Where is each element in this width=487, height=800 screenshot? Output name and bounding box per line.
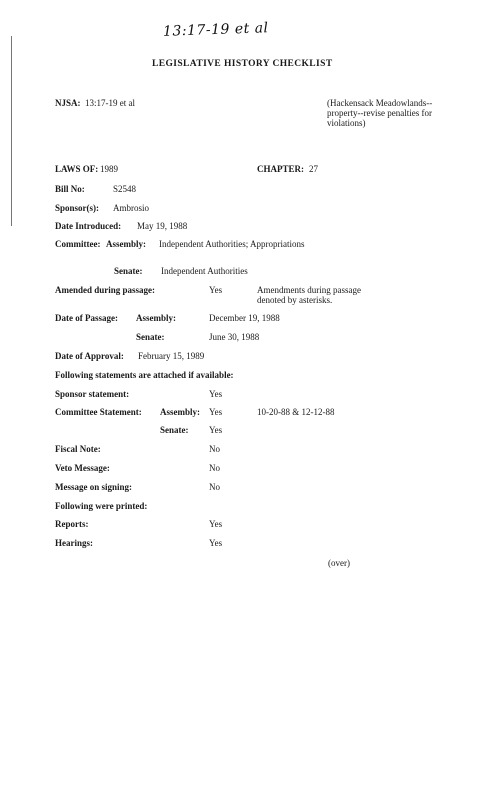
committee-senate-label: Senate: [114, 266, 143, 276]
committee-statement-dates: 10-20-88 & 12-12-88 [257, 407, 335, 417]
handwritten-citation: 13:17-19 et al [162, 20, 269, 40]
laws-of-label: LAWS OF: [55, 164, 99, 174]
margin-line [11, 36, 12, 226]
committee-statement-label: Committee Statement: [55, 407, 142, 417]
laws-of-value: 1989 [100, 164, 118, 174]
njsa-note: (Hackensack Meadowlands--property--revise penalties for violations) [327, 98, 433, 128]
committee-label: Committee: [55, 239, 101, 249]
message-on-signing-value: No [209, 482, 220, 492]
chapter-value: 27 [309, 164, 318, 174]
reports-value: Yes [209, 519, 223, 529]
sponsors-value: Ambrosio [113, 203, 149, 213]
committee-assembly-value: Independent Authorities; Appropriations [159, 239, 305, 249]
fiscal-note-label: Fiscal Note: [55, 444, 101, 454]
passage-senate-value: June 30, 1988 [209, 332, 260, 342]
njsa-label: NJSA: [55, 98, 81, 108]
page-title: LEGISLATIVE HISTORY CHECKLIST [152, 59, 333, 69]
sponsor-statement-value: Yes [209, 389, 223, 399]
committee-assembly-label: Assembly: [106, 239, 146, 249]
bill-no-label: Bill No: [55, 184, 85, 194]
committee-senate-value: Independent Authorities [161, 266, 248, 276]
committee-statement-senate-value: Yes [209, 425, 223, 435]
amended-label: Amended during passage: [55, 285, 156, 295]
amended-value: Yes [209, 285, 223, 295]
passage-assembly-label: Assembly: [136, 313, 176, 323]
passage-assembly-value: December 19, 1988 [209, 313, 280, 323]
sponsor-statement-label: Sponsor statement: [55, 389, 130, 399]
hearings-value: Yes [209, 538, 223, 548]
over-note: (over) [328, 558, 350, 568]
date-of-approval-value: February 15, 1989 [138, 351, 205, 361]
date-of-passage-label: Date of Passage: [55, 313, 118, 323]
bill-no-value: S2548 [113, 184, 137, 194]
following-attached-heading: Following statements are attached if available: [55, 370, 234, 380]
date-introduced-value: May 19, 1988 [137, 221, 188, 231]
date-introduced-label: Date Introduced: [55, 221, 122, 231]
committee-statement-senate-label: Senate: [160, 425, 189, 435]
amended-note: Amendments during passage denoted by asterisks. [257, 285, 361, 305]
veto-message-label: Veto Message: [55, 463, 110, 473]
njsa-value: 13:17-19 et al [85, 98, 135, 108]
following-printed-heading: Following were printed: [55, 501, 148, 511]
message-on-signing-label: Message on signing: [55, 482, 133, 492]
date-of-approval-label: Date of Approval: [55, 351, 124, 361]
hearings-label: Hearings: [55, 538, 93, 548]
reports-label: Reports: [55, 519, 89, 529]
sponsors-label: Sponsor(s): [55, 203, 100, 213]
chapter-label: CHAPTER: [257, 164, 304, 174]
committee-statement-assembly-value: Yes [209, 407, 223, 417]
fiscal-note-value: No [209, 444, 220, 454]
veto-message-value: No [209, 463, 220, 473]
committee-statement-assembly-label: Assembly: [160, 407, 200, 417]
passage-senate-label: Senate: [136, 332, 165, 342]
